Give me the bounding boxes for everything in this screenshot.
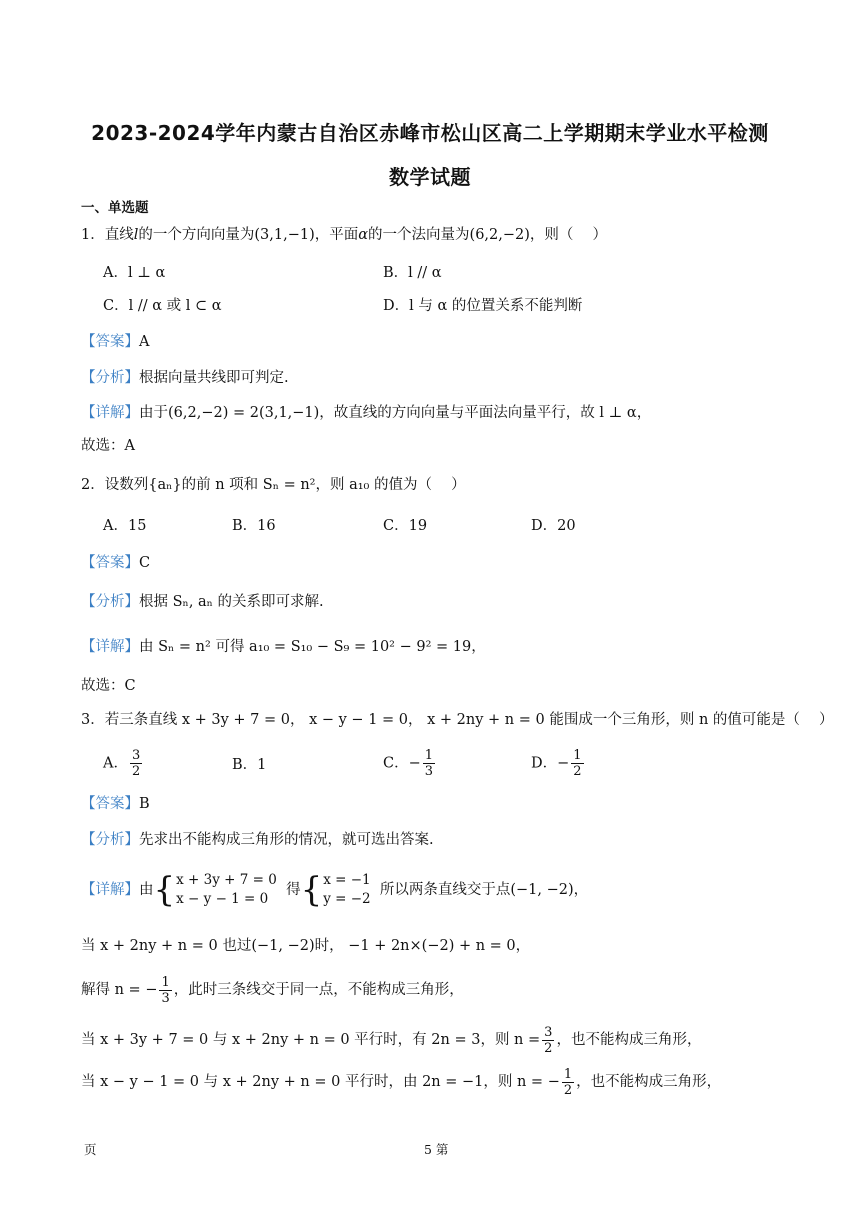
q3-option-a-label: A．	[103, 755, 128, 772]
q3-option-c-label: C．−	[383, 755, 421, 772]
answer-tag: 【答案】	[81, 334, 139, 350]
q3-par2-fraction	[562, 1067, 574, 1098]
fraction-denominator: 2	[131, 764, 141, 779]
q2-analysis	[81, 592, 324, 612]
q3-option-b: B．1	[232, 757, 267, 773]
q3-system-2	[323, 871, 370, 909]
fraction-numerator: 3	[131, 748, 141, 763]
q3-solve	[81, 972, 464, 1008]
q3-par2-pre: 当 x − y − 1 = 0 与 x + 2ny + n = 0 平行时，由 2n = −1，则 n = −	[81, 1074, 560, 1090]
page-number: 5 第	[424, 1142, 449, 1157]
q1-stem	[81, 225, 607, 245]
fraction-numerator: 3	[544, 1024, 553, 1040]
q3-solve-post: ，此时三条线交于同一点，不能构成三角形，	[173, 982, 464, 998]
q1-option-d: D．l 与 α 的位置关系不能判断	[383, 298, 583, 314]
q3-answer-value: B	[139, 796, 150, 812]
left-brace-icon: {	[153, 870, 176, 910]
document-title: 2023-2024学年内蒙古自治区赤峰市松山区高二上学期期末学业水平检测	[91, 121, 769, 145]
q2-detail	[81, 637, 486, 657]
q1-option-a: A．l ⊥ α	[103, 265, 166, 281]
q2-option-b: B．16	[232, 518, 276, 534]
q3-analysis	[81, 830, 434, 850]
system-equation: x = −1	[323, 872, 371, 888]
q3-system-1	[176, 871, 277, 909]
q3-option-a	[103, 748, 144, 779]
q3-option-d-fraction	[571, 748, 583, 779]
fraction-numerator: 1	[563, 1066, 573, 1082]
q3-solve-pre: 解得 n = −	[81, 982, 158, 998]
q2-answer-value: C	[139, 555, 151, 571]
document-subtitle: 数学试题	[389, 165, 471, 189]
detail-tag: 【详解】	[81, 639, 139, 655]
q3-parallel-2	[81, 1064, 721, 1100]
analysis-tag: 【分析】	[81, 832, 139, 848]
q2-stem: 2．设数列{aₙ}的前 n 项和 Sₙ = n²，则 a₁₀ 的值为（ ）	[81, 477, 466, 493]
q3-detail-post: 所以两条直线交于点(−1, −2)，	[379, 882, 589, 898]
q3-line-when: 当 x + 2ny + n = 0 也过(−1, −2)时， −1 + 2n×(−2) + n = 0，	[81, 938, 531, 954]
q1-choose: 故选：A	[81, 438, 135, 454]
q3-analysis-text: 先求出不能构成三角形的情况，就可选出答案.	[139, 832, 434, 848]
q3-stem: 3．若三条直线 x + 3y + 7 = 0， x − y − 1 = 0， x + 2ny + n = 0 能围成一个三角形，则 n 的值可能是（ ）	[81, 712, 834, 728]
q1-detail-text: 由于(6,2,−2) = 2(3,1,−1)，故直线的方向向量与平面法向量平行，故 l ⊥ α，	[139, 405, 652, 421]
q2-choose: 故选：C	[81, 678, 136, 694]
q3-option-d-label: D．−	[531, 755, 570, 772]
q3-detail-pre: 由	[139, 882, 154, 898]
q1-answer-value: A	[139, 334, 150, 350]
answer-tag: 【答案】	[81, 796, 139, 812]
fraction-denominator: 2	[563, 1082, 573, 1098]
fraction-numerator: 1	[573, 748, 582, 763]
q3-solve-fraction	[159, 975, 171, 1006]
left-brace-icon: {	[300, 870, 323, 910]
q3-parallel-1	[81, 1022, 701, 1058]
q1-plane-var: α	[358, 227, 369, 243]
footer-left: 页	[84, 1142, 97, 1157]
q3-par1-post: ，也不能构成三角形，	[556, 1032, 702, 1048]
q2-analysis-text: 根据 Sₙ, aₙ 的关系即可求解.	[139, 594, 324, 610]
fraction-denominator: 2	[573, 764, 582, 779]
q3-par2-post: ，也不能构成三角形，	[576, 1074, 722, 1090]
system-equation: y = −2	[323, 891, 371, 907]
q1-stem-a: 1．直线	[81, 227, 134, 243]
analysis-tag: 【分析】	[81, 594, 139, 610]
q1-detail	[81, 403, 651, 423]
fraction-denominator: 2	[544, 1040, 553, 1056]
q1-option-b: B．l // α	[383, 265, 442, 281]
q2-option-d: D．20	[531, 518, 576, 534]
q1-answer	[81, 332, 149, 352]
fraction-numerator: 1	[424, 748, 434, 763]
detail-tag: 【详解】	[81, 882, 139, 898]
q3-answer	[81, 794, 150, 814]
q1-analysis-text: 根据向量共线即可判定.	[139, 370, 289, 386]
q1-stem-c: 的一个法向量为(6,2,−2)，则（ ）	[368, 227, 607, 243]
q3-detail	[81, 868, 588, 912]
detail-tag: 【详解】	[81, 405, 139, 421]
q2-answer	[81, 553, 150, 573]
answer-tag: 【答案】	[81, 555, 139, 571]
q2-option-a: A．15	[103, 518, 147, 534]
q3-option-d	[531, 748, 586, 779]
q3-par1-fraction	[542, 1025, 554, 1056]
q3-option-c	[383, 748, 437, 779]
q3-option-c-fraction	[423, 748, 435, 779]
q1-line-var: l	[133, 227, 139, 243]
system-equation: x − y − 1 = 0	[176, 891, 269, 907]
fraction-denominator: 3	[424, 764, 434, 779]
analysis-tag: 【分析】	[81, 370, 139, 386]
q3-detail-mid: 得	[286, 882, 301, 898]
q2-option-c: C．19	[383, 518, 428, 534]
q1-stem-b: 的一个方向向量为(3,1,−1)，平面	[138, 227, 359, 243]
q1-option-c: C．l // α 或 l ⊂ α	[103, 298, 222, 314]
section-heading: 一、单选题	[81, 200, 149, 216]
fraction-denominator: 3	[161, 990, 170, 1006]
q3-option-a-fraction	[130, 748, 142, 779]
q1-analysis	[81, 368, 289, 388]
q2-detail-text: 由 Sₙ = n² 可得 a₁₀ = S₁₀ − S₉ = 10² − 9² = 19，	[139, 639, 486, 655]
fraction-numerator: 1	[161, 974, 170, 990]
system-equation: x + 3y + 7 = 0	[176, 872, 277, 888]
q3-par1-pre: 当 x + 3y + 7 = 0 与 x + 2ny + n = 0 平行时，有 2n = 3，则 n =	[81, 1032, 541, 1048]
